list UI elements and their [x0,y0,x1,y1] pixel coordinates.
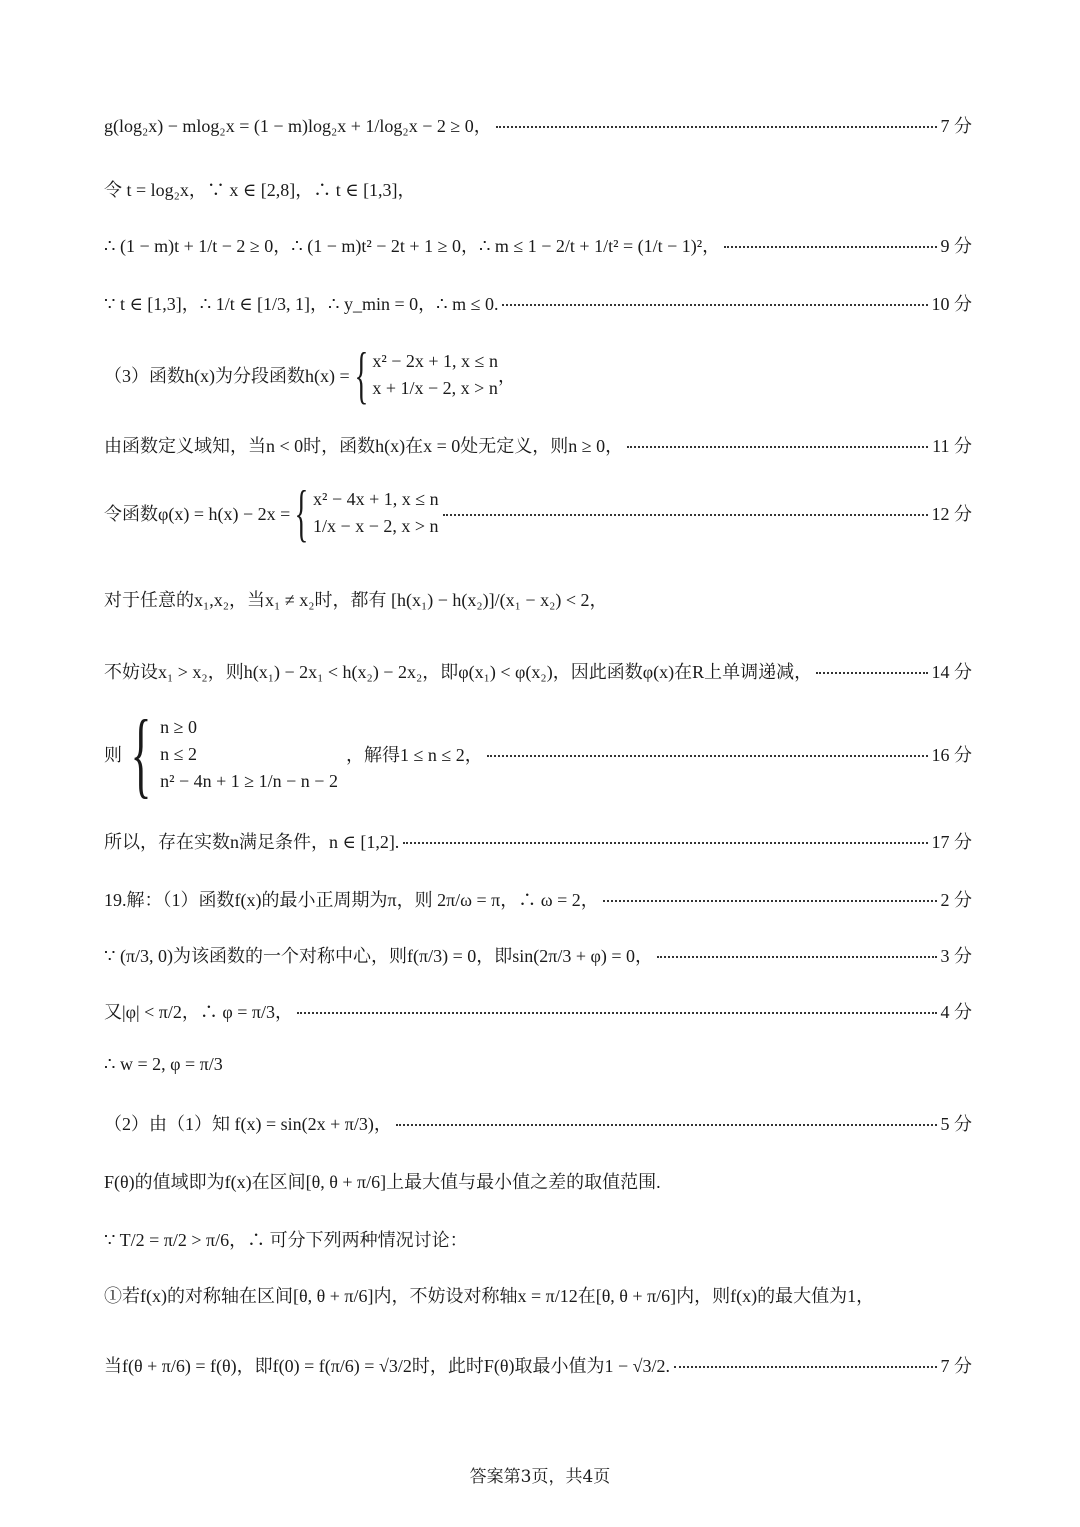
line-3 [104,232,972,258]
case-2: n ≤ 2 [160,743,197,764]
line-6-text: 由函数定义域知，当n < 0时，函数h(x)在x = 0处无定义，则n ≥ 0， [104,436,624,456]
score-mark: 14 分 [931,662,972,682]
case-1: n ≥ 0 [160,716,197,737]
line-1-text: g(log₂x) − mlog₂x = (1 − m)log₂x + 1/log₂x − 2 ≥ 0， [104,116,492,136]
score-mark: 9 分 [940,236,972,256]
leader-dots [443,514,928,516]
line-15-text: ∴ w = 2, φ = π/3 [104,1054,223,1074]
line-11 [104,828,972,854]
line-18-text: ∵ T/2 = π/2 > π/6，∴ 可分下列两种情况讨论： [104,1230,468,1250]
leader-dots [396,1124,937,1126]
leader-dots [627,446,928,448]
score-mark: 7 分 [940,1356,972,1376]
line-8 [104,586,972,612]
line-12-text: 19.解：（1）函数f(x)的最小正周期为π，则 2π/ω = π，∴ ω = 2， [104,890,599,910]
score-mark: 4 分 [940,1002,972,1022]
score-mark: 16 分 [931,745,972,765]
line-3-text: ∴ (1 − m)t + 1/t − 2 ≥ 0，∴ (1 − m)t² − 2t + 1 ≥ 0，∴ m ≤ 1 − 2/t + 1/t² = (1/t − 1)²， [104,236,721,256]
line-14 [104,998,972,1024]
leader-dots [657,956,936,958]
leader-dots [496,126,937,128]
line-5-prefix: （3）函数h(x)为分段函数h(x) = [104,366,350,386]
line-7-prefix: 令函数φ(x) = h(x) − 2x = [104,504,291,524]
score-mark: 11 分 [932,436,972,456]
leader-dots [502,304,927,306]
line-5-suffix: ， [497,366,516,386]
score-mark: 3 分 [940,946,972,966]
score-mark: 5 分 [940,1114,972,1134]
leader-dots [674,1366,937,1368]
line-13-text: ∵ (π/3, 0)为该函数的一个对称中心，则f(π/3) = 0，即sin(2π/3 + φ) = 0， [104,946,654,966]
line-12 [104,886,972,912]
leader-dots [724,246,936,248]
line-20-text: 当f(θ + π/6) = f(θ)，即f(0) = f(π/6) = √3/2时，此时F(θ)取最小值为1 − √3/2. [104,1356,670,1376]
line-18 [104,1226,972,1252]
system-brace: { n ≥ 0 n ≤ 2 n² − 4n + 1 ≥ 1/n − n − 2 [130,700,338,807]
leader-dots [603,900,937,902]
line-17-text: F(θ)的值域即为f(x)在区间[θ, θ + π/6]上最大值与最小值之差的取值范围. [104,1172,661,1192]
score-mark: 7 分 [940,116,972,136]
line-10 [104,700,972,808]
line-10-prefix: 则 [104,745,122,765]
line-8-text: 对于任意的x₁,x₂，当x₁ ≠ x₂时，都有 [h(x₁) − h(x₂)]/(x₁ − x₂) < 2， [104,590,608,610]
line-16 [104,1110,972,1136]
line-7 [104,478,972,548]
line-10-suffix: ，解得1 ≤ n ≤ 2， [345,745,483,765]
leader-dots [816,672,927,674]
line-6 [104,432,972,458]
line-4-text: ∵ t ∈ [1,3]，∴ 1/t ∈ [1/3, 1]，∴ y_min = 0，∴ m ≤ 0. [104,294,499,314]
piecewise-brace: { x² − 2x + 1, x ≤ n x + 1/x − 2, x > n [354,339,498,410]
score-mark: 2 分 [940,890,972,910]
case-1: x² − 2x + 1, x ≤ n [372,351,498,371]
score-mark: 12 分 [931,504,972,524]
line-2-text: 令 t = log₂x，∵ x ∈ [2,8]，∴ t ∈ [1,3]， [104,180,416,200]
leader-dots [403,842,927,844]
line-14-text: 又|φ| < π/2，∴ φ = π/3， [104,1002,293,1022]
line-9 [104,658,972,684]
line-4 [104,290,972,316]
case-3: n² − 4n + 1 ≥ 1/n − n − 2 [160,770,338,791]
line-15 [104,1054,972,1075]
line-13 [104,942,972,968]
page-footer: 答案第3页，共4页 [469,1467,611,1487]
case-2: 1/x − x − 2, x > n [313,516,439,536]
line-19 [104,1282,972,1308]
line-1 [104,112,972,138]
line-2 [104,176,972,202]
score-mark: 17 分 [931,832,972,852]
case-1: x² − 4x + 1, x ≤ n [313,489,439,509]
leader-dots [297,1012,937,1014]
line-16-text: （2）由（1）知 f(x) = sin(2x + π/3)， [104,1114,392,1134]
line-5 [104,340,972,410]
line-11-text: 所以，存在实数n满足条件，n ∈ [1,2]. [104,832,400,852]
score-mark: 10 分 [931,294,972,314]
line-9-text: 不妨设x₁ > x₂，则h(x₁) − 2x₁ < h(x₂) − 2x₂，即φ(x₁) < φ(x₂)，因此函数φ(x)在R上单调递减， [104,662,813,682]
case-2: x + 1/x − 2, x > n [372,378,498,398]
piecewise-brace: { x² − 4x + 1, x ≤ n 1/x − x − 2, x > n [294,477,439,548]
line-20 [104,1352,972,1378]
line-19-text: ①若f(x)的对称轴在区间[θ, θ + π/6]内，不妨设对称轴x = π/12在[θ, θ + π/6]内，则f(x)的最大值为1， [104,1286,875,1306]
line-17 [104,1168,972,1194]
leader-dots [487,755,928,757]
